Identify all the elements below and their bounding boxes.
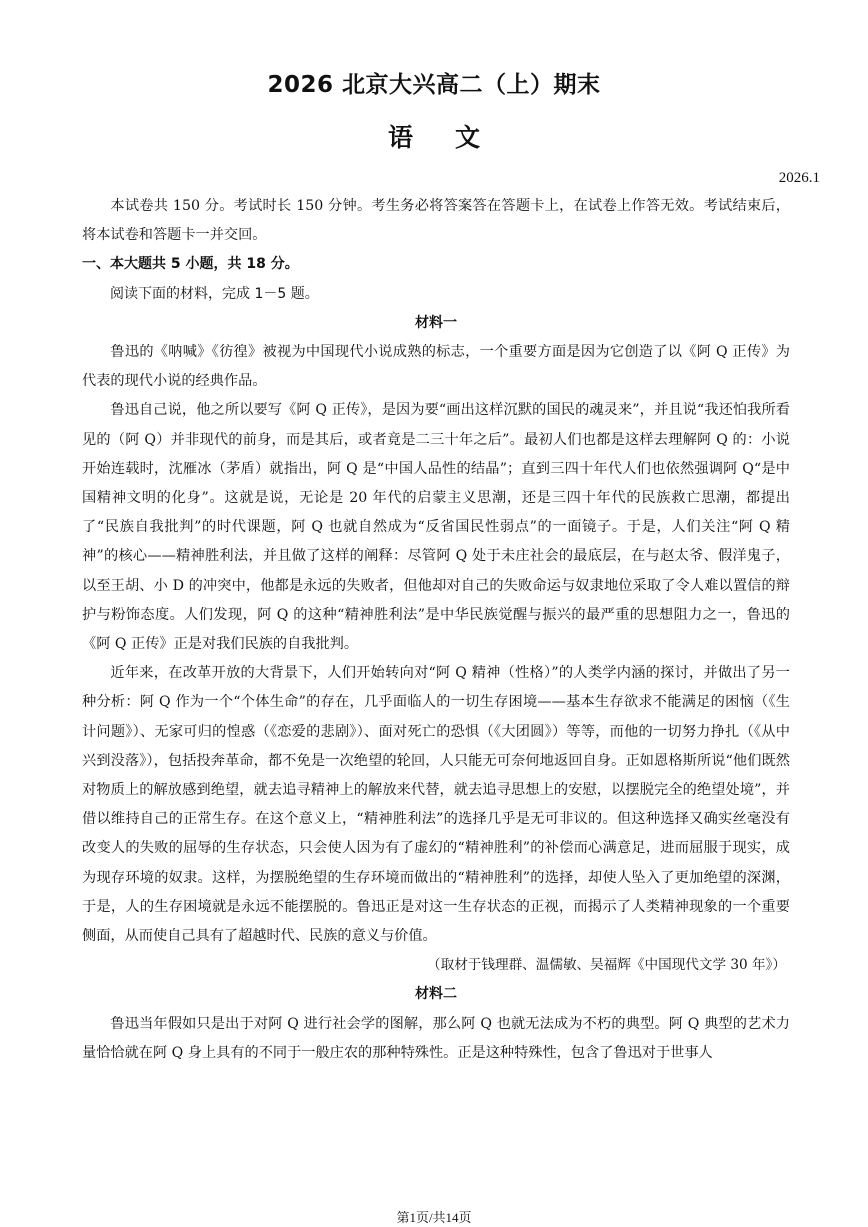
material-two-title: 材料二 [415, 986, 457, 1003]
subject-title: 语文 [387, 123, 522, 152]
reading-instruction: 阅读下面的材料，完成 1－5 题。 [110, 285, 319, 302]
exam-title: 2026 北京大兴高二（上）期末 [267, 72, 601, 98]
material-two-paragraph-1: 鲁迅当年假如只是出于对阿 Q 进行社会学的图解，那么阿 Q 也就无法成为不朽的典型。阿 Q 典型的艺术力量恰恰就在阿 Q 身上具有的不同于一般庄农的那种特殊性。正是这种特殊性，包含了鲁迅对于世事人 [82, 1015, 790, 1061]
section-heading: 一、本大题共 5 小题，共 18 分。 [82, 256, 299, 273]
material-one-paragraph-3: 近年来，在改革开放的大背景下，人们开始转向对“阿 Q 精神（性格）”的人类学内涵的探讨，并做出了另一种分析：阿 Q 作为一个“个体生命”的存在，几乎面临人的一切生存困境——基本生存欲求不能满足的困恼（《生计问题》）、无家可归的惶惑（《恋爱的悲剧》）、面对死亡的恐惧（《大团圆》）等等，而他的一切努力挣扎（《从中兴到没落》），包括投奔革命，都不免是一次绝望的轮回，人只能无可奈何地返回自身。正如恩格斯所说“他们既然对物质上的解放感到绝望，就去追寻精神上的解放来代替，就去追寻思想上的安慰，以摆脱完全的绝望处境”，并借以维持自己的正常生存。在这个意义上，“精神胜利法”的选择几乎是无可非议的。但这种选择又确实丝毫没有改变人的失败的屈辱的生存状态，只会使人因为有了虚幻的“精神胜利”的补偿而心满意足，进而屈服于现实，成为现存环境的奴隶。这样，为摆脱绝望的生存环境而做出的“精神胜利”的选择，却使人坠入了更加绝望的深渊，于是，人的生存困境就是永远不能摆脱的。鲁迅正是对这一生存状态的正视，而揭示了人类精神现象的一个重要侧面，从而使自己具有了超越时代、民族的意义与价值。 [82, 665, 790, 945]
exam-date: 2026.1 [778, 170, 820, 186]
material-one-title: 材料一 [415, 314, 457, 331]
exam-body [82, 192, 790, 1068]
material-one-paragraph-2: 鲁迅自己说，他之所以要写《阿 Q 正传》，是因为要“画出这样沉默的国民的魂灵来”，并且说“我还怕我所看见的（阿 Q）并非现代的前身，而是其后，或者竟是二三十年之后”。最初人们也都是这样去理解阿 Q 的：小说开始连载时，沈雁冰（茅盾）就指出，阿 Q 是“中国人品性的结晶”；直到三四十年代人们也依然强调阿 Q“是中国精神文明的化身”。这就是说，无论是 20 年代的启蒙主义思潮，还是三四十年代的民族救亡思潮，都提出了“民族自我批判”的时代课题，阿 Q 也就自然成为“反省国民性弱点”的一面镜子。于是，人们关注“阿 Q 精神”的核心——精神胜利法，并且做了这样的阐释：尽管阿 Q 处于未庄社会的最底层，在与赵太爷、假洋鬼子，以至王胡、小 D 的冲突中，他都是永远的失败者，但他却对自己的失败命运与奴隶地位采取了令人难以置信的辩护与粉饰态度。人们发现，阿 Q 的这种“精神胜利法”是中华民族觉醒与振兴的最严重的思想阻力之一，鲁迅的《阿 Q 正传》正是对我们民族的自我批判。 [82, 402, 790, 653]
page-number: 第1页/共14页 [396, 1210, 472, 1225]
material-one-paragraph-1: 鲁迅的《呐喊》《彷徨》被视为中国现代小说成熟的标志，一个重要方面是因为它创造了以《阿 Q 正传》为代表的现代小说的经典作品。 [82, 344, 790, 390]
material-one-source: （取材于钱理群、温儒敏、吴福辉《中国现代文学 30 年》） [427, 957, 786, 974]
intro-instructions: 本试卷共 150 分。考试时长 150 分钟。考生务必将答案答在答题卡上，在试卷上作答无效。考试结束后，将本试卷和答题卡一并交回。 [82, 198, 790, 244]
